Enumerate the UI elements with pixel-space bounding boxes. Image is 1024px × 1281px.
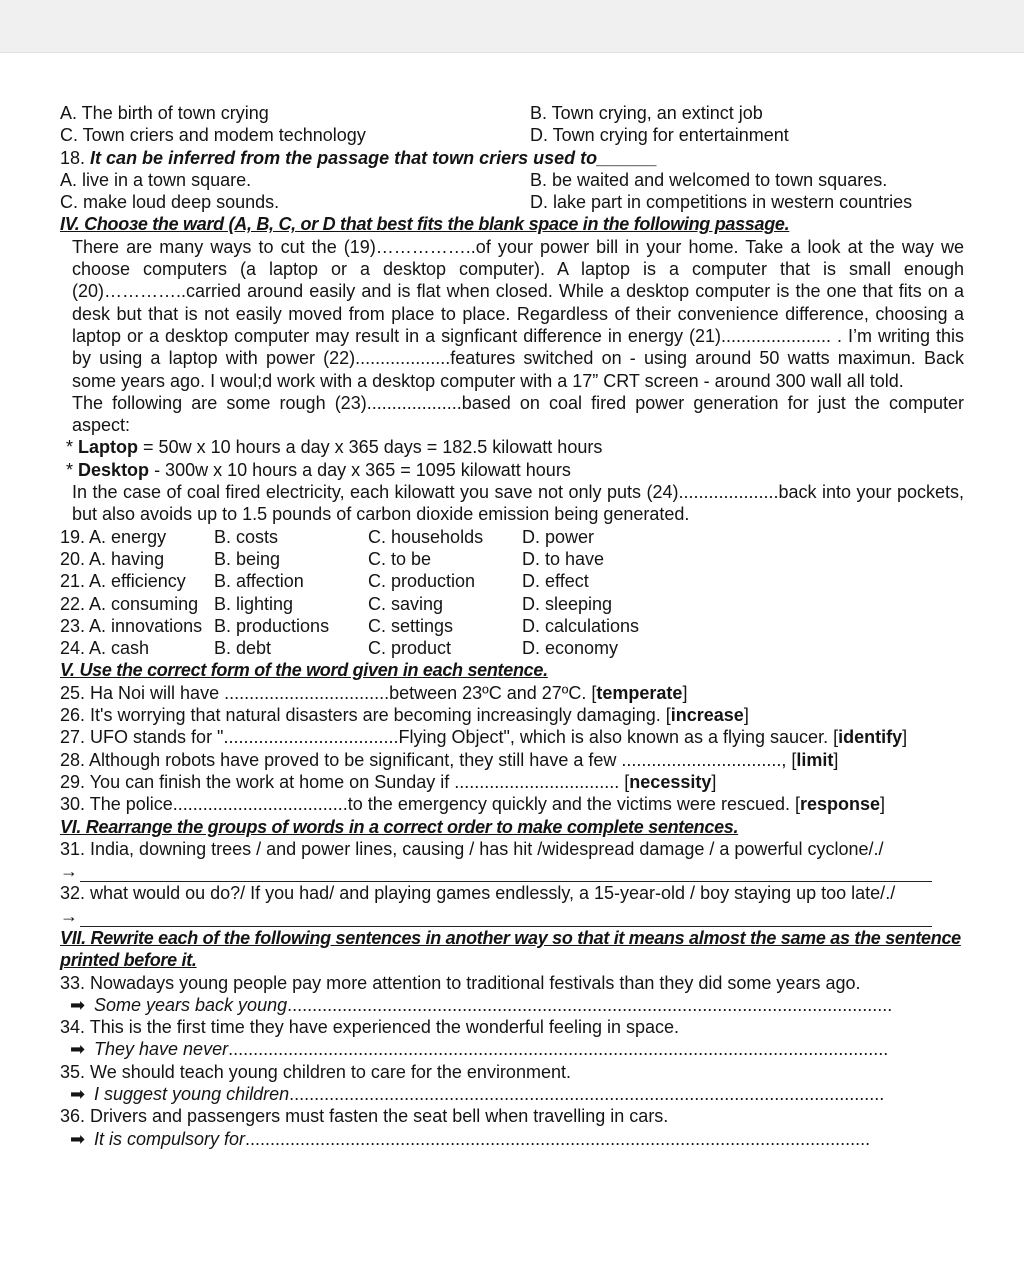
bullet-star: * <box>66 459 74 480</box>
rewrite-prompt: I suggest young children <box>94 1084 290 1105</box>
rewrite-prompt: Some years back young <box>94 994 288 1015</box>
option-22-a: 22. A. consuming <box>60 593 199 614</box>
item-text: 28. Although robots have proved to be significant, they still have a few ................................, [ <box>60 749 797 770</box>
section-7-heading: VII. Rewrite each of the following sentences in another way so that it means almost the same as the sentence printed before it. <box>60 927 961 971</box>
option-20-a: 20. A. having <box>60 548 165 569</box>
word-form-item-30 <box>60 793 964 815</box>
option-22-d: D. sleeping <box>522 593 613 614</box>
section-5-heading: V. Use the correct form of the word given in each sentence. <box>60 660 548 681</box>
bracket-close: ] <box>880 794 886 815</box>
option-19-d: D. power <box>522 526 595 547</box>
q18-text: It can be inferred from the passage that town criers used to______ <box>90 147 658 168</box>
answer-line-31 <box>60 860 964 882</box>
option-21-b: B. affection <box>214 571 304 592</box>
option-row-23 <box>60 615 964 637</box>
rewrite-question-33: 33. Nowadays young people pay more attention to traditional festivals than they did some years ago. <box>60 972 861 993</box>
rewrite-answer-34 <box>60 1038 964 1060</box>
option-19-a: 19. A. energy <box>60 526 167 547</box>
q18-option-a: A. live in a town square. <box>60 169 252 190</box>
option-20-d: D. to have <box>522 548 605 569</box>
rewrite-question-35: 35. We should teach young children to care for the environment. <box>60 1061 571 1082</box>
arrow-icon: → <box>60 861 78 882</box>
option-23-c: C. settings <box>368 615 454 636</box>
passage-paragraph-1: There are many ways to cut the (19)……………..of your power bill in your home. Take a look at the way we choose computers (a laptop or a desktop computer). A laptop is a computer that is small enough (20)…………..carried around easily and is flat when closed. While a desktop computer is the one that fits on a desk but that is not easily moved from place to place. Regardless of their convenience difference, choosing a laptop or a desktop computer may result in a signficant difference in energy (21)...................... . I’m writing this by using a laptop with power (22)...................features switched on - using around 50 watts maximun. Back some years ago. I woul;d work with a desktop computer with a 17” CRT screen - around 300 wall all told. <box>72 236 964 391</box>
bracket-close: ] <box>682 682 688 703</box>
option-21-d: D. effect <box>522 571 589 592</box>
item-text: 29. You can finish the work at home on Sunday if ................................. [ <box>60 771 630 792</box>
word-form-item-29 <box>60 771 964 793</box>
arrow-right-icon: ➡ <box>70 1039 86 1060</box>
option-23-a: 23. A. innovations <box>60 615 203 636</box>
root-word: increase <box>670 705 744 726</box>
answer-dots: ......................................................................................................................... <box>287 994 893 1015</box>
laptop-formula: = 50w x 10 hours a day x 365 days = 182.5 kilowatt hours <box>143 437 603 458</box>
item-text: 26. It's worrying that natural disasters are becoming increasingly damaging. [ <box>60 705 671 726</box>
bullet-star: * <box>66 437 74 458</box>
root-word: temperate <box>596 682 683 703</box>
answer-blank <box>80 912 932 927</box>
option-row-20 <box>60 548 964 570</box>
option-19-b: B. costs <box>214 526 279 547</box>
q17-options-row <box>60 102 964 124</box>
q18-options-row <box>60 169 964 191</box>
option-21-c: C. production <box>368 571 476 592</box>
option-21-a: 21. A. efficiency <box>60 571 186 592</box>
option-22-c: C. saving <box>368 593 444 614</box>
rewrite-question-34: 34. This is the first time they have experienced the wonderful feeling in space. <box>60 1017 680 1038</box>
root-word: necessity <box>629 771 712 792</box>
rewrite-prompt: It is compulsory for <box>94 1128 246 1149</box>
laptop-label: Laptop <box>78 437 139 458</box>
answer-dots: ....................................................................................................................... <box>289 1084 885 1105</box>
option-22-b: B. lighting <box>214 593 294 614</box>
bracket-close: ] <box>833 749 839 770</box>
root-word: limit <box>796 749 834 770</box>
option-row-24 <box>60 637 964 659</box>
desktop-formula: - 300w x 10 hours a day x 365 = 1095 kilowatt hours <box>154 459 571 480</box>
desktop-label: Desktop <box>78 459 150 480</box>
answer-dots: ............................................................................................................................. <box>245 1128 871 1149</box>
bracket-close: ] <box>902 727 908 748</box>
item-text: 30. The police...................................to the emergency quickly and the victims were rescued. [ <box>60 794 800 815</box>
option-row-19 <box>60 526 964 548</box>
option-19-c: C. households <box>368 526 484 547</box>
q18-option-c: C. make loud deep sounds. <box>60 192 280 213</box>
rewrite-answer-36 <box>60 1128 964 1150</box>
rearrange-item-32: 32. what would ou do?/ If you had/ and playing games endlessly, a 15-year-old / boy staying up too late/./ <box>60 883 896 904</box>
rewrite-prompt: They have never <box>94 1039 229 1060</box>
section-4-options <box>60 526 964 660</box>
answer-dots: .................................................................................................................................... <box>228 1039 889 1060</box>
bracket-close: ] <box>711 771 717 792</box>
word-form-item-28 <box>60 749 964 771</box>
q18-option-b: B. be waited and welcomed to town squares. <box>530 169 888 190</box>
rewrite-question-36: 36. Drivers and passengers must fasten the seat bell when travelling in cars. <box>60 1106 669 1127</box>
word-form-item-26 <box>60 704 964 726</box>
option-24-c: C. product <box>368 638 452 659</box>
q17-option-c: C. Town criers and modem technology <box>60 125 366 146</box>
q18-option-d: D. lake part in competitions in western countries <box>530 192 913 213</box>
passage-paragraph-3: In the case of coal fired electricity, each kilowatt you save not only puts (24)....................back into your pockets, but also avoids up to 1.5 pounds of carbon dioxide emission being generated. <box>72 482 964 525</box>
passage-paragraph-2: The following are some rough (23)...................based on coal fired power generation for just the computer aspect: <box>72 392 964 436</box>
root-word: identify <box>838 727 903 748</box>
word-form-item-27 <box>60 726 964 748</box>
option-row-21 <box>60 570 964 592</box>
answer-line-32 <box>60 905 964 927</box>
q17-option-d: D. Town crying for entertainment <box>530 125 789 146</box>
answer-blank <box>80 867 932 882</box>
laptop-calculation <box>60 436 964 458</box>
item-text: 25. Ha Noi will have .................................between 23ºC and 27ºC. [ <box>60 682 597 703</box>
section-4-heading: IV. Chooзe the ward (A, B, C, or D that best fits the blank space in the following passage. <box>60 214 790 235</box>
q18-options-row <box>60 191 964 213</box>
q17-options-row <box>60 124 964 146</box>
q18-stem <box>60 147 964 169</box>
viewer-top-band <box>0 0 1024 53</box>
rewrite-answer-33 <box>60 994 964 1016</box>
desktop-calculation <box>60 459 964 481</box>
q17-option-a: A. The birth of town crying <box>60 103 269 123</box>
arrow-icon: → <box>60 905 78 926</box>
option-row-22 <box>60 593 964 615</box>
option-20-c: C. to be <box>368 548 432 569</box>
worksheet-page <box>60 102 964 1150</box>
root-word: response <box>800 794 881 815</box>
arrow-right-icon: ➡ <box>70 1084 86 1105</box>
rearrange-item-31: 31. India, downing trees / and power lines, causing / has hit /widespread damage / a powerful cyclone/./ <box>60 838 884 859</box>
option-24-d: D. economy <box>522 638 619 659</box>
q17-option-b: B. Town crying, an extinct job <box>530 103 763 123</box>
option-23-b: B. productions <box>214 615 330 636</box>
option-23-d: D. calculations <box>522 615 640 636</box>
option-24-b: B. debt <box>214 638 272 659</box>
word-form-item-25 <box>60 682 964 704</box>
option-20-b: B. being <box>214 548 281 569</box>
section-6-heading: VI. Rearrange the groups of words in a correct order to make complete sentences. <box>60 816 739 837</box>
bracket-close: ] <box>743 705 749 726</box>
option-24-a: 24. A. cash <box>60 638 150 659</box>
q18-number: 18. <box>60 147 86 168</box>
rewrite-answer-35 <box>60 1083 964 1105</box>
item-text: 27. UFO stands for "...................................Flying Object", which is also known as a flying saucer. [ <box>60 727 839 748</box>
arrow-right-icon: ➡ <box>70 1128 86 1149</box>
arrow-right-icon: ➡ <box>70 994 86 1015</box>
